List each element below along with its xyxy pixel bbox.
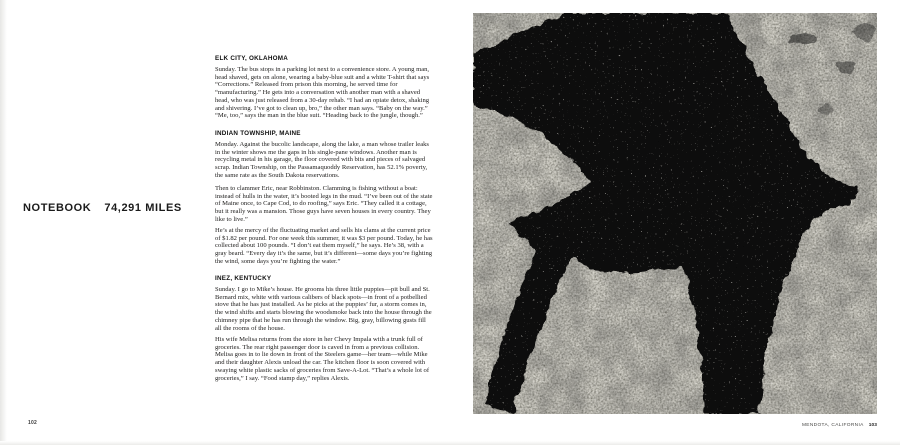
section-heading-indian-township: INDIAN TOWNSHIP, MAINE xyxy=(215,130,301,137)
paragraph-indian-township-2: Then to clammer Eric, near Robbinston. Clamming is fishing without a boat: instead of hulls in the water, it’s booted legs in the mud. “I’ve been out of the state of Maine once, to Cape Cod, to do roofing,” says Eric. “They called it a cottage, but it really was a mansion. Those guys have seven houses in every country. They like to live.” xyxy=(215,185,433,223)
paragraph-indian-township-3: He’s at the mercy of the fluctuating market and sells his clams at the current price of $1.82 per pound. For one week this summer, it was $3 per pound. Today, he has collected about 100 pounds. “I don’t eat them myself,” he says. He’s 38, with a gray beard. “Every day it’s the same, but it’s different—some days you’re fighting the wind, some days you’re fighting the water.” xyxy=(215,227,433,265)
scan-edge-bottom xyxy=(0,441,900,445)
photo-horse-shadow-svg xyxy=(473,13,877,414)
caption-location: MENDOTA, CALIFORNIA xyxy=(801,423,864,428)
page-number-left: 102 xyxy=(28,420,37,426)
paragraph-inez-2: His wife Melisa returns from the store in her Chevy Impala with a trunk full of groceries. The rear right passenger door is caved in from a previous collision. Melisa goes in to lie down in front of the Steelers game—her team—while Mike and their daughter Alexis unload the car. The kitchen floor is soon covered with swaying white plastic sacks of groceries from Save-A-Lot. “That’s a whole lot of groceries,” I say. “Food stamp day,” replies Alexis. xyxy=(215,336,430,382)
paragraph-inez-1: Sunday. I go to Mike’s house. He grooms his three little puppies—pit bull and St. Bernard mix, white with various calibers of black spots—in front of a potbellied stove that he has just installed. As he picks at the puppies’ fur, a storm comes in, the wind shifts and starts blowing the woodsmoke back into the house through the chimney pipe that he has run through the window. Big, gray, billowing gusts fill all the rooms of the house. xyxy=(215,286,432,332)
section-heading-elk-city: ELK CITY, OKLAHOMA xyxy=(215,55,289,62)
notebook-label: NOTEBOOK xyxy=(23,202,92,214)
photo-caption xyxy=(473,423,877,428)
scan-edge-left xyxy=(0,0,7,445)
photo-horse-shadow xyxy=(473,13,877,414)
section-heading-inez: INEZ, KENTUCKY xyxy=(215,275,272,282)
paragraph-indian-township-1: Monday. Against the bucolic landscape, along the lake, a man whose trailer leaks in the winter shows me the gaps in his single-pane windows. Another man is recycling metal in his garage, the floor covered with bits and pieces of salvaged scrap. Indian Township, on the Passamaquoddy Reservation, has 52.1% poverty, the same rate as the South Dakota reservations. xyxy=(215,141,429,179)
notebook-title xyxy=(23,202,182,214)
page-number-right: 103 xyxy=(868,423,877,428)
miles-label: 74,291 MILES xyxy=(104,202,182,214)
paragraph-elk-city-1: Sunday. The bus stops in a parking lot next to a convenience store. A young man, head shaved, gets on alone, wearing a baby-blue suit and a white T-shirt that says “Corrections.” Released from prison this morning, he served time for “manufacturing.” He gets into a conversation with another man with a shaved head, who was just released from a 30-day rehab. “I had an opiate detox, shaking and shivering. I’ve got to clean up, bro,” the other man says. “Baby on the way.” “Me, too,” says the man in the blue suit. “Heading back to the jungle, though.” xyxy=(215,66,430,120)
